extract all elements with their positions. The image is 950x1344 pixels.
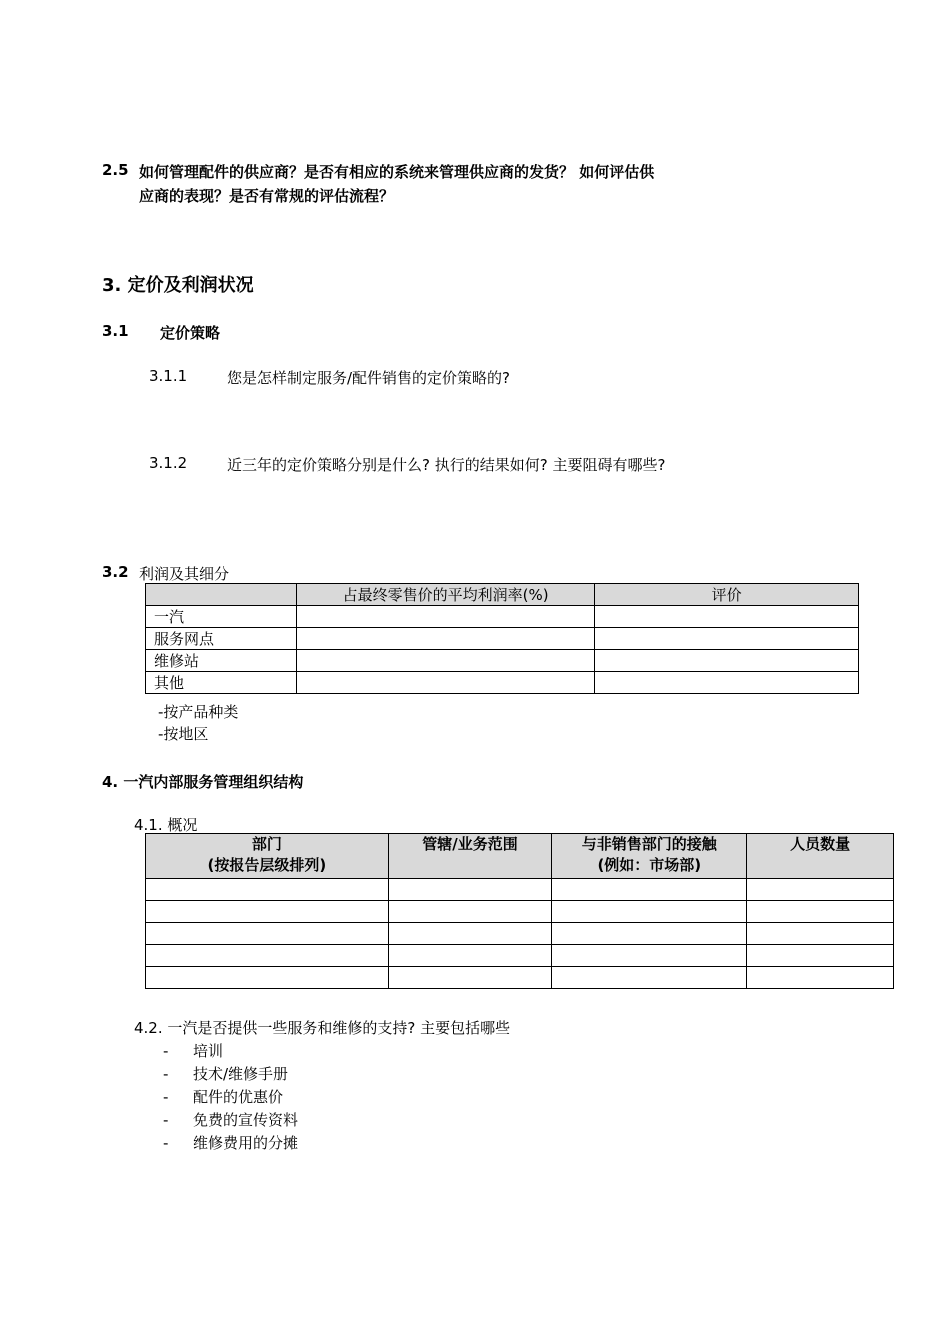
bullet-dash: -	[163, 1042, 169, 1060]
header-line: 部门	[251, 835, 282, 853]
table-cell	[146, 945, 389, 967]
bullet-dash: -	[163, 1134, 169, 1152]
header-headcount	[747, 834, 894, 879]
list-item-text: 配件的优惠价	[193, 1088, 284, 1106]
table-row	[146, 628, 859, 650]
bullet-dash: -	[163, 1111, 169, 1129]
bullet-dash: -	[163, 1065, 169, 1083]
header-line: (按报告层级排列)	[207, 856, 327, 874]
list-item	[163, 1132, 298, 1153]
list-item	[163, 1086, 283, 1107]
note-by-region: -按地区	[158, 725, 209, 743]
table-cell	[552, 879, 747, 901]
q3-1-1-text: 您是怎样制定服务/配件销售的定价策略的?	[227, 369, 511, 387]
section-4-heading: 4. 一汽内部服务管理组织结构	[102, 773, 304, 791]
table-cell	[595, 628, 859, 650]
bullet-dash: -	[163, 1088, 169, 1106]
q3-1-2-text: 近三年的定价策略分别是什么? 执行的结果如何? 主要阻碍有哪些?	[227, 456, 666, 474]
row-label: 其他	[146, 672, 297, 694]
table-cell	[296, 672, 595, 694]
table-row	[146, 967, 894, 989]
table-cell	[552, 967, 747, 989]
section-4-1-title: 4.1. 概况	[134, 816, 198, 834]
section-3-2-title: 利润及其细分	[139, 565, 230, 583]
table-cell	[146, 879, 389, 901]
table-row	[146, 923, 894, 945]
table-cell	[146, 967, 389, 989]
q2-5-number: 2.5	[102, 161, 129, 179]
section-3-2-number: 3.2	[102, 563, 129, 581]
header-line: 管辖/业务范围	[422, 835, 518, 853]
table-cell	[747, 901, 894, 923]
table-header-row	[146, 834, 894, 879]
table-cell	[595, 650, 859, 672]
q3-1-1-number: 3.1.1	[149, 367, 188, 385]
list-item-text: 免费的宣传资料	[193, 1111, 299, 1129]
table-cell	[595, 606, 859, 628]
list-item-text: 维修费用的分摊	[193, 1134, 299, 1152]
list-item-text: 技术/维修手册	[193, 1065, 289, 1083]
header-line: 与非销售部门的接触	[581, 835, 717, 853]
table-cell	[146, 923, 389, 945]
header-department	[146, 834, 389, 879]
table-header-cell	[146, 584, 297, 606]
table-cell	[747, 967, 894, 989]
table-row	[146, 650, 859, 672]
list-item	[163, 1040, 223, 1061]
q2-5-line1: 如何管理配件的供应商？是否有相应的系统来管理供应商的发货？ 如何评估供	[139, 163, 655, 181]
table-row	[146, 945, 894, 967]
table-row	[146, 606, 859, 628]
table-cell	[146, 901, 389, 923]
table-header-cell: 占最终零售价的平均利润率(%)	[296, 584, 595, 606]
table-row	[146, 672, 859, 694]
table-cell	[388, 879, 552, 901]
list-item-text: 培训	[193, 1042, 224, 1060]
table-cell	[552, 923, 747, 945]
header-scope	[388, 834, 552, 879]
header-line: (例如：市场部)	[597, 856, 702, 874]
table-header-cell: 评价	[595, 584, 859, 606]
table-cell	[388, 945, 552, 967]
list-item	[163, 1109, 298, 1130]
table-cell	[552, 901, 747, 923]
table-cell	[388, 923, 552, 945]
section-3-1-number: 3.1	[102, 322, 129, 340]
table-cell	[747, 879, 894, 901]
org-table	[145, 833, 894, 989]
table-row	[146, 901, 894, 923]
note-by-product: -按产品种类	[158, 703, 239, 721]
row-label: 维修站	[146, 650, 297, 672]
row-label: 服务网点	[146, 628, 297, 650]
table-cell	[552, 945, 747, 967]
row-label: 一汽	[146, 606, 297, 628]
q2-5-line2: 应商的表现？是否有常规的评估流程？	[139, 187, 395, 205]
table-cell	[747, 945, 894, 967]
table-cell	[747, 923, 894, 945]
table-cell	[595, 672, 859, 694]
q3-1-2-number: 3.1.2	[149, 454, 188, 472]
table-cell	[296, 628, 595, 650]
table-header-row	[146, 584, 859, 606]
header-contact	[552, 834, 747, 879]
section-3-1-title: 定价策略	[160, 324, 221, 342]
header-line: 人员数量	[790, 835, 851, 853]
table-cell	[296, 650, 595, 672]
profit-table	[145, 583, 859, 694]
table-cell	[388, 967, 552, 989]
list-item	[163, 1063, 288, 1084]
section-4-2-title: 4.2. 一汽是否提供一些服务和维修的支持? 主要包括哪些	[134, 1019, 511, 1037]
table-cell	[388, 901, 552, 923]
section-3-heading: 3. 定价及利润状况	[102, 275, 254, 296]
table-row	[146, 879, 894, 901]
table-cell	[296, 606, 595, 628]
